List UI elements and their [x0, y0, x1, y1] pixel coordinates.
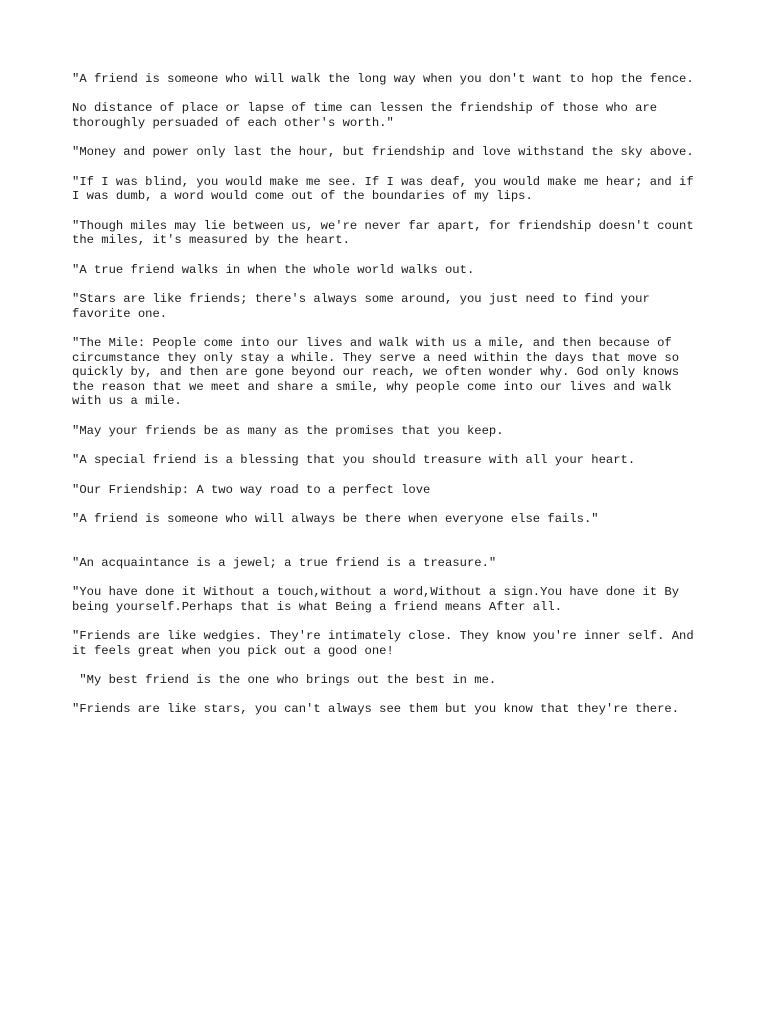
quote-paragraph: "If I was blind, you would make me see. If I was deaf, you would make me hear; and if I was dumb, a word would come out of the boundaries of my lips. — [72, 174, 701, 204]
quote-paragraph: "A friend is someone who will always be there when everyone else fails." — [72, 512, 599, 527]
quote-paragraph: "An acquaintance is a jewel; a true friend is a treasure." — [72, 555, 497, 570]
quote-paragraph: "Stars are like friends; there's always some around, you just need to find your favorite one. — [72, 292, 658, 321]
quote-paragraph: "Friends are like stars, you can't always see them but you know that they're there. — [72, 702, 680, 717]
quote-paragraph: "A special friend is a blessing that you should treasure with all your heart. — [72, 453, 636, 468]
quote-paragraph: "Though miles may lie between us, we're never far apart, for friendship doesn't count the miles, it's measured by the heart. — [72, 218, 701, 248]
quote-paragraph: "You have done it Without a touch,without a word,Without a sign.You have done it By being yourself.Perhaps that is what Being a friend means After all. — [72, 585, 687, 614]
quote-paragraph: "The Mile: People come into our lives and walk with us a mile, and then because of circumstance they only stay a while. They serve a need within the days that move so quickly by, and then are gone beyond our reach, we often wonder why. God only knows the reason that we meet and share a smile, why people come into our lives and walk with us a mile. — [72, 336, 687, 409]
quote-paragraph: "Money and power only last the hour, but friendship and love withstand the sky above. — [72, 145, 694, 160]
quote-paragraph: "A true friend walks in when the whole world walks out. — [72, 262, 475, 277]
quote-paragraph: "May your friends be as many as the promises that you keep. — [72, 423, 504, 438]
quote-paragraph: No distance of place or lapse of time can lessen the friendship of those who are thoroughly persuaded of each other's worth." — [72, 101, 665, 130]
quote-paragraph: "A friend is someone who will walk the long way when you don't want to hop the fence. — [72, 72, 694, 86]
document-body — [72, 72, 702, 732]
quote-paragraph: "Friends are like wedgies. They're intimately close. They know you're inner self. And it feels great when you pick out a good one! — [72, 629, 701, 658]
quote-paragraph: "My best friend is the one who brings out the best in me. — [72, 673, 497, 687]
quote-paragraph: "Our Friendship: A two way road to a perfect love — [72, 482, 431, 497]
